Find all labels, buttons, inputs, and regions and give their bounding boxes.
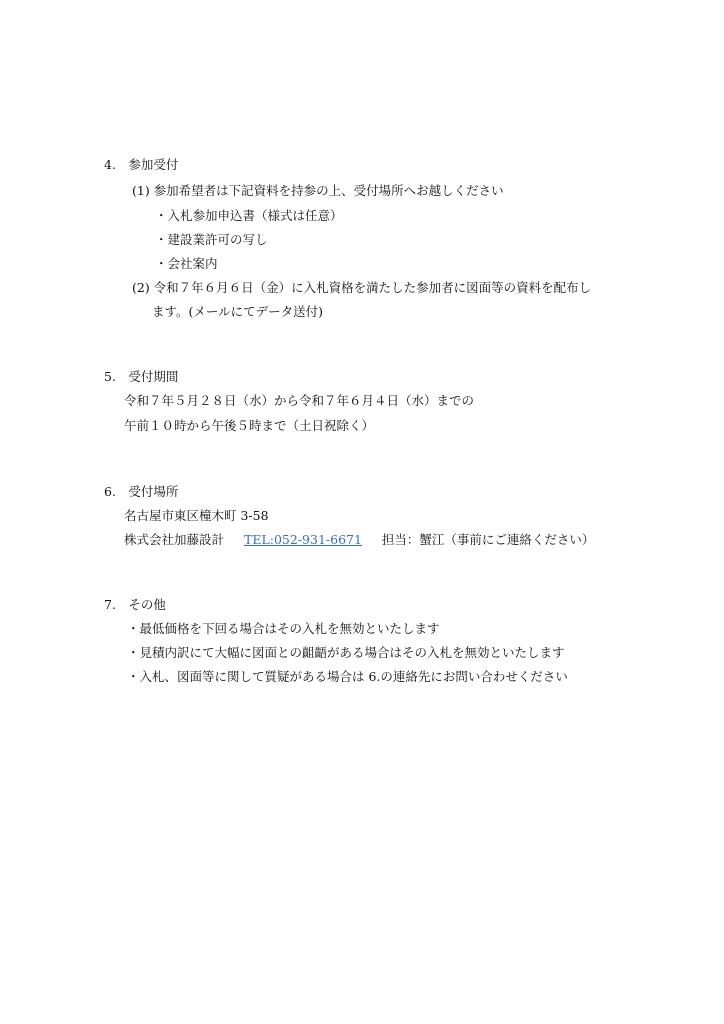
section-5-heading: 5. 受付期間 bbox=[104, 369, 179, 384]
contact-person: 担当：蟹江（事前にご連絡ください） bbox=[381, 532, 595, 547]
section-6-heading: 6. 受付場所 bbox=[104, 484, 179, 499]
section-6-contact-line bbox=[124, 532, 594, 548]
section-6-address: 名古屋市東区橦木町 3-58 bbox=[124, 508, 269, 523]
section-4-item-2-line-2: ます。(メールにてデータ送付) bbox=[152, 304, 324, 319]
section-4-bullet-license: ・建設業許可の写し bbox=[155, 232, 268, 247]
section-4-item-2-line-1: (2) 令和７年６月６日（金）に入札資格を満たした参加者に図面等の資料を配布し bbox=[132, 280, 592, 295]
company-name: 株式会社加藤設計 bbox=[124, 532, 225, 547]
section-7-bullet-estimate-discrepancy: ・見積内訳にて大幅に図面との齟齬がある場合はその入札を無効といたします bbox=[127, 645, 565, 660]
section-4-item-1: (1) 参加希望者は下記資料を持参の上、受付場所へお越しください bbox=[132, 183, 504, 198]
section-5-period-dates: 令和７年５月２８日（水）から令和７年６月４日（水）までの bbox=[124, 393, 475, 408]
section-5-period-hours: 午前１０時から午後５時まで（土日祝除く） bbox=[124, 418, 375, 433]
section-4-bullet-application: ・入札参加申込書（様式は任意） bbox=[155, 208, 343, 223]
phone-link[interactable]: TEL:052-931-6671 bbox=[243, 532, 362, 547]
section-4-bullet-company-profile: ・会社案内 bbox=[155, 256, 218, 271]
section-7-heading: 7. その他 bbox=[104, 597, 166, 612]
section-4-heading: 4. 参加受付 bbox=[104, 157, 179, 172]
section-7-bullet-minimum-price: ・最低価格を下回る場合はその入札を無効といたします bbox=[127, 621, 440, 636]
section-7-bullet-inquiries: ・入札、図面等に関して質疑がある場合は 6.の連絡先にお問い合わせください bbox=[127, 669, 568, 684]
